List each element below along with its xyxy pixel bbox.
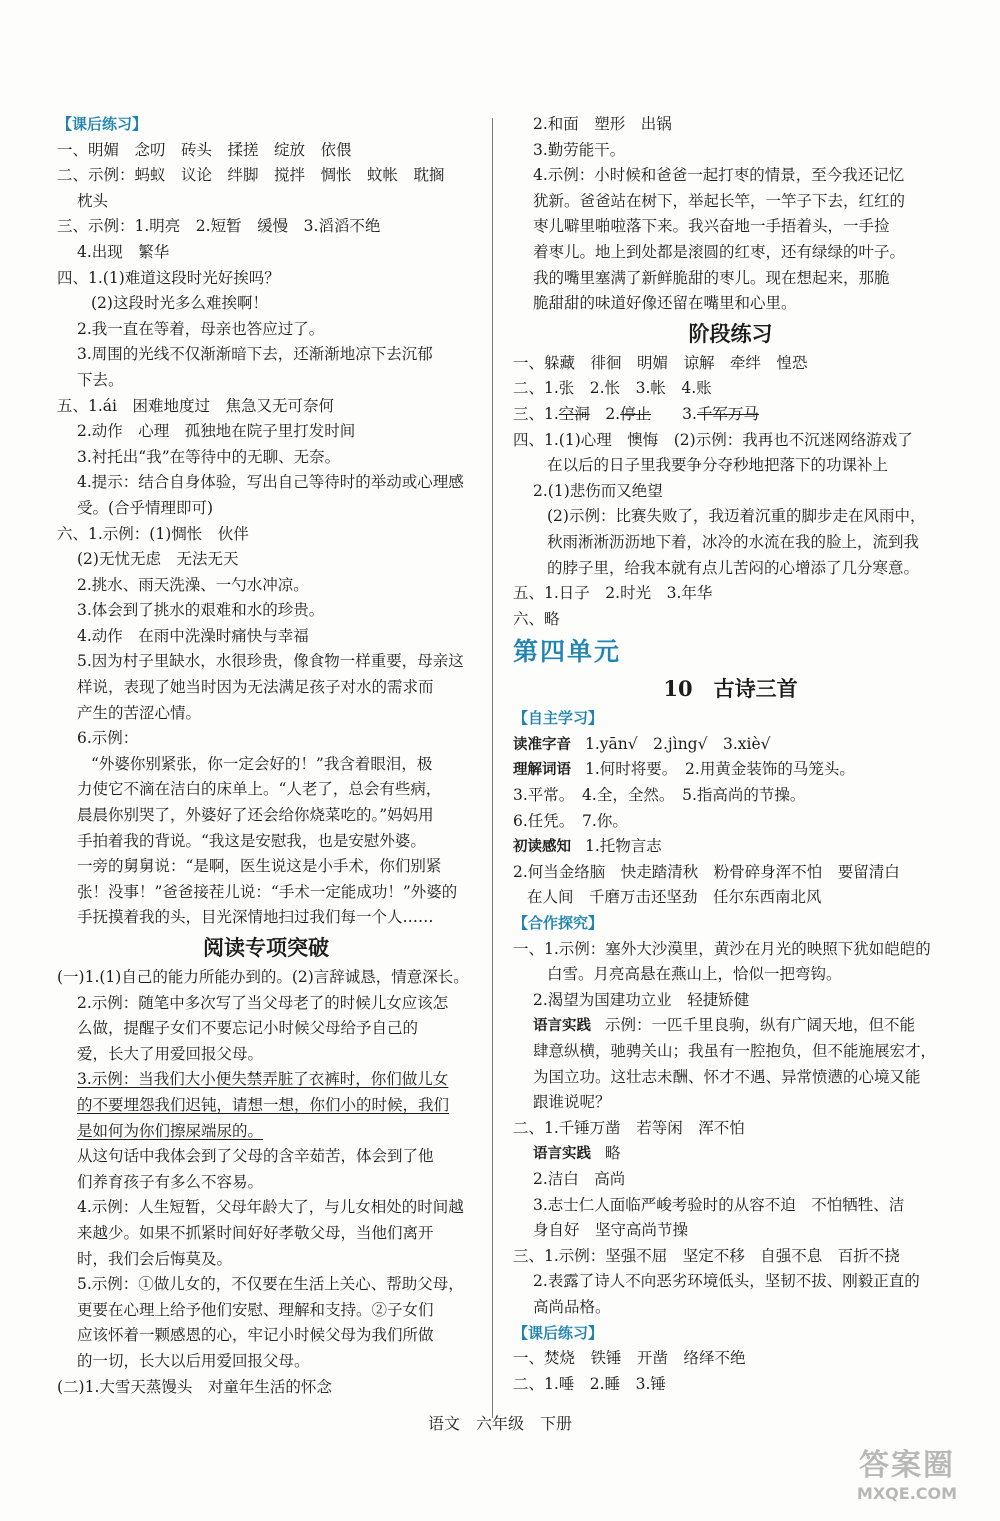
section-tag-label: 【合作探究】 (513, 914, 604, 933)
answer-line: 一、明媚 念叨 砖头 揉搓 绽放 依偎 (57, 140, 352, 159)
answer-line: 2.何当金络脑 快走踏清秋 粉骨碎身浑不怕 要留清白 (513, 862, 900, 881)
answer-line: 一、焚烧 铁锤 开凿 络绎不绝 (513, 1349, 746, 1368)
section-tag-text: 课后练习 (528, 1323, 589, 1342)
answer-number: 2. (589, 404, 621, 423)
answer-line: 6.示例： (77, 729, 139, 748)
answer-text: 1.托物言志 (585, 837, 662, 856)
answer-line: 们养育孩子有多么不容易。 (77, 1172, 264, 1191)
answer-line: 的一切，长大以后用爱回报父母。 (77, 1351, 310, 1370)
answer-line: 枣儿噼里啪啦落下来。我兴奋地一手捂着头，一手捡 (533, 217, 890, 236)
answer-line: 二、示例：蚂蚁 议论 绊脚 搅拌 惆怅 蚊帐 耽搁 (57, 166, 445, 185)
section-heading: 10 古诗三首 (663, 676, 798, 702)
answer-line: 一、1.示例：塞外大沙漠里，黄沙在月光的映照下犹如皑皑的 (513, 939, 931, 958)
section-tag-label: 【课后练习】 (513, 1323, 604, 1342)
left-column (57, 112, 475, 1400)
answer-line: 时，我们会后悔莫及。 (77, 1249, 233, 1268)
answer-line: 脆甜甜的味道好像还留在嘴里和心里。 (533, 294, 797, 313)
section-tag-text: 课后练习 (72, 115, 133, 133)
section-heading: 阅读专项突破 (203, 935, 329, 960)
answer-line: 5.因为村子里缺水，水很珍贵，像食物一样重要，母亲这 (77, 652, 464, 671)
answer-line: 3.勤劳能干。 (533, 140, 626, 159)
answer-line: 的脖子里，给我本就有点儿苦闷的心增添了几分寒意。 (547, 558, 920, 577)
answer-line: 2.动作 心理 孤独地在院子里打发时间 (77, 422, 356, 441)
answer-line (513, 402, 948, 428)
section-tag (513, 911, 948, 937)
answer-line: 3.志士仁人面临严峻考验时的从容不迫 不怕牺牲、洁 (533, 1195, 905, 1214)
answer-line: 力使它不滴在洁白的床单上。“人老了，总会有些病， (77, 780, 442, 799)
answer-text: 略 (605, 1144, 621, 1163)
answer-line: 3.示例：当我们大小便失禁弄脏了衣裤时，你们做儿女 (77, 1070, 449, 1089)
answer-line: 样说，表现了她当时因为无法满足孩子对水的需求而 (77, 678, 434, 697)
answer-line: 更要在心理上给予他们安慰、理解和支持。②子女们 (77, 1300, 434, 1319)
answer-line: 五、1.ái 困难地度过 焦急又无可奈何 (57, 396, 334, 415)
answer-line: (一)1.(1)自己的能力所能办到的。(2)言辞诚恳，情意深长。 (57, 968, 469, 986)
struck-word: 空洞 (558, 404, 590, 423)
answer-line: 2.示例：随笔中多次写了当父母老了的时候儿女应该怎 (77, 993, 449, 1012)
answer-line: 高尚品格。 (533, 1297, 611, 1316)
answer-line: 产生的苦涩心情。 (77, 703, 202, 722)
page-footer: 语文 六年级 下册 (427, 1414, 572, 1433)
struck-word: 停止 (620, 404, 652, 423)
answer-label: 读准字音 (513, 736, 571, 753)
answer-line: 4.提示：结合自身体验，写出自己等待时的举动或心理感 (77, 473, 464, 492)
struck-word: 千军万马 (696, 404, 759, 423)
answer-line: 着枣儿。地上到处都是滚圆的红枣，还有绿绿的叶子。 (533, 242, 906, 261)
answer-line: 2.挑水、雨天洗澡、一勺水冲凉。 (77, 575, 309, 594)
answer-line: 2.和面 塑形 出锅 (533, 115, 672, 133)
answer-line: 2.表露了诗人不向恶劣环境低头，坚韧不拔、刚毅正直的 (533, 1272, 920, 1291)
answer-number: 三、1. (513, 404, 559, 423)
answer-line: 3.周围的光线不仅渐渐暗下去，还渐渐地凉下去沉郁 (77, 345, 433, 364)
answer-label: 语言实践 (533, 1018, 591, 1035)
section-tag (57, 112, 475, 138)
answer-line: 肆意纵横，驰骋关山；我虽有一腔抱负，但不能施展宏才， (533, 1042, 937, 1060)
section-tag-label: 【自主学习】 (513, 709, 604, 728)
answer-line: 犹新。爸爸站在树下，举起长竿，一竿子下去，红红的 (533, 191, 906, 210)
answer-line: 2.渴望为国建功立业 轻捷矫健 (533, 990, 750, 1009)
answer-label: 语言实践 (533, 1146, 591, 1163)
answer-line: 白雪。月亮高悬在燕山上，恰似一把弯钩。 (547, 965, 842, 984)
answer-line: 六、略 (513, 609, 560, 628)
answer-line: 5.示例：①做儿女的，不仅要在生活上关心、帮助父母， (77, 1275, 464, 1294)
answer-line: 么做，提醒子女们不要忘记小时候父母给予自己的 (77, 1019, 419, 1038)
answer-line: 身自好 坚守高尚节操 (533, 1221, 689, 1240)
section-tag-label: 【课后练习】 (57, 115, 148, 133)
answer-line: 下去。 (77, 370, 124, 389)
right-column (513, 112, 948, 1397)
answer-line: 来越少。如果不抓紧时间好好孝敬父母，当他们离开 (77, 1223, 434, 1242)
answer-line: 六、1.示例：(1)惆怅 伙伴 (57, 524, 249, 543)
answer-line: 晨晨你别哭了，外婆好了还会给你烧菜吃的。”妈妈用 (77, 806, 434, 825)
answer-line: (二)1.大雪天蒸馒头 对童年生活的怀念 (57, 1377, 332, 1396)
answer-number: 3. (651, 404, 697, 423)
answer-line: 一、躲藏 徘徊 明媚 谅解 牵绊 惶恐 (513, 353, 808, 372)
section-heading: 阶段练习 (688, 320, 773, 346)
answer-line (513, 1141, 948, 1167)
answer-line: 三、示例：1.明亮 2.短暂 缓慢 3.滔滔不绝 (57, 217, 381, 236)
answer-line: 4.示例：小时候和爸爸一起打枣的情景，至今我还记忆 (533, 166, 905, 185)
answer-line: 4.出现 繁华 (77, 242, 170, 261)
answer-line: 3.体会到了挑水的艰难和水的珍贵。 (77, 601, 325, 620)
answer-line: 一旁的舅舅说：“是啊，医生说这是小手术，你们别紧 (77, 857, 442, 876)
answer-line: 四、1.(1)心理 懊悔 (2)示例：我再也不沉迷网络游戏了 (513, 430, 913, 449)
answer-line (513, 834, 948, 860)
answer-line (513, 757, 948, 783)
answer-text: 1.何时将要。 2.用黄金装饰的马笼头。 (585, 760, 855, 779)
answer-label: 初读感知 (513, 839, 571, 856)
answer-line: 二、1.唾 2.睡 3.锤 (513, 1374, 666, 1393)
answer-line: 的不要埋怨我们迟钝，请想一想，你们小的时候，我们 (77, 1095, 450, 1114)
answer-line: 4.动作 在雨中洗澡时痛快与幸福 (77, 626, 309, 645)
section-tag (513, 706, 948, 732)
answer-line: 2.我一直在等着，母亲也答应过了。 (77, 319, 325, 338)
watermark (842, 1440, 972, 1503)
watermark-url: MXQE.COM (856, 1484, 958, 1503)
answer-line: 爱，长大了用爱回报父母。 (77, 1044, 264, 1063)
answer-line: 3.平常。 4.全，全然。 5.指高尚的节操。 (513, 786, 806, 805)
answer-line: (2)示例：比赛失败了，我迈着沉重的脚步走在风雨中， (547, 507, 926, 526)
answer-line: 应该怀着一颗感恩的心，牢记小时候父母为我们所做 (77, 1326, 434, 1345)
section-tag (513, 1321, 948, 1347)
answer-line: 我的嘴里塞满了新鲜脆甜的枣儿。现在想起来，那脆 (533, 268, 890, 287)
answer-line: 秋雨淅淅沥沥地下着，冰冷的水流在我的脸上，流到我 (547, 532, 920, 551)
answer-line: 四、1.(1)难道这段时光好挨吗？ (57, 268, 280, 287)
answer-line: 6.任凭。 7.你。 (513, 811, 628, 830)
answer-line: 受。(合乎情理即可) (77, 498, 214, 517)
answer-line: 4.示例：人生短暂，父母年龄大了，与儿女相处的时间越 (77, 1198, 464, 1217)
answer-line: 二、1.千锤万凿 若等闲 浑不怕 (513, 1118, 745, 1137)
answer-line: 2.洁白 高尚 (533, 1169, 626, 1188)
answer-line: (2)这段时光多么难挨啊！ (91, 294, 268, 313)
answer-text: 1.yān√ 2.jìng√ 3.xiè√ (585, 734, 771, 753)
answer-line: 在人间 千磨万击还坚劲 任尔东西南北风 (527, 888, 822, 907)
answer-line: “外婆你别紧张，你一定会好的！”我含着眼泪，极 (91, 754, 433, 773)
section-tag-text: 自主学习 (528, 709, 589, 728)
answer-line (513, 1013, 948, 1039)
answer-line: 3.衬托出“我”在等待中的无聊、无奈。 (77, 447, 341, 466)
answer-line: 从这句话中我体会到了父母的含辛茹苦，体会到了他 (77, 1147, 434, 1166)
answer-line: 是如何为你们擦屎端尿的。 (77, 1121, 264, 1140)
answer-line (513, 732, 948, 758)
answer-line: 二、1.张 2.怅 3.帐 4.账 (513, 379, 712, 398)
answer-line: 在以后的日子里我要争分夺秒地把落下的功课补上 (547, 456, 889, 475)
answer-label: 理解词语 (513, 762, 571, 779)
answer-line: 手拍着我的背说。“我这是安慰我，也是安慰外婆。 (77, 831, 426, 850)
answer-line: 张！没事！”爸爸接茬儿说：“手术一定能成功！”外婆的 (77, 882, 458, 901)
answer-line: 五、1.日子 2.时光 3.年华 (513, 584, 713, 603)
answer-line: (2)无忧无虑 无法无天 (77, 550, 239, 569)
section-tag-text: 合作探究 (528, 914, 589, 933)
column-divider (492, 118, 493, 1418)
answer-line: 2.(1)悲伤而又绝望 (533, 481, 663, 500)
watermark-logo: 答案圈 (859, 1448, 955, 1483)
answer-line: 枕头 (77, 191, 109, 210)
answer-text: 示例：一匹千里良驹，纵有广阔天地，但不能 (605, 1016, 916, 1035)
unit-heading: 第四单元 (513, 637, 622, 667)
answer-line: 跟谁说呢？ (533, 1093, 611, 1112)
answer-line: 三、1.示例：坚强不屈 坚定不移 自强不息 百折不挠 (513, 1246, 900, 1265)
answer-line: 手抚摸着我的头，目光深情地扫过我们每一个人…… (77, 908, 434, 927)
answer-line: 为国立功。这壮志未酬、怀才不遇、异常愤懑的心境又能 (533, 1067, 921, 1086)
